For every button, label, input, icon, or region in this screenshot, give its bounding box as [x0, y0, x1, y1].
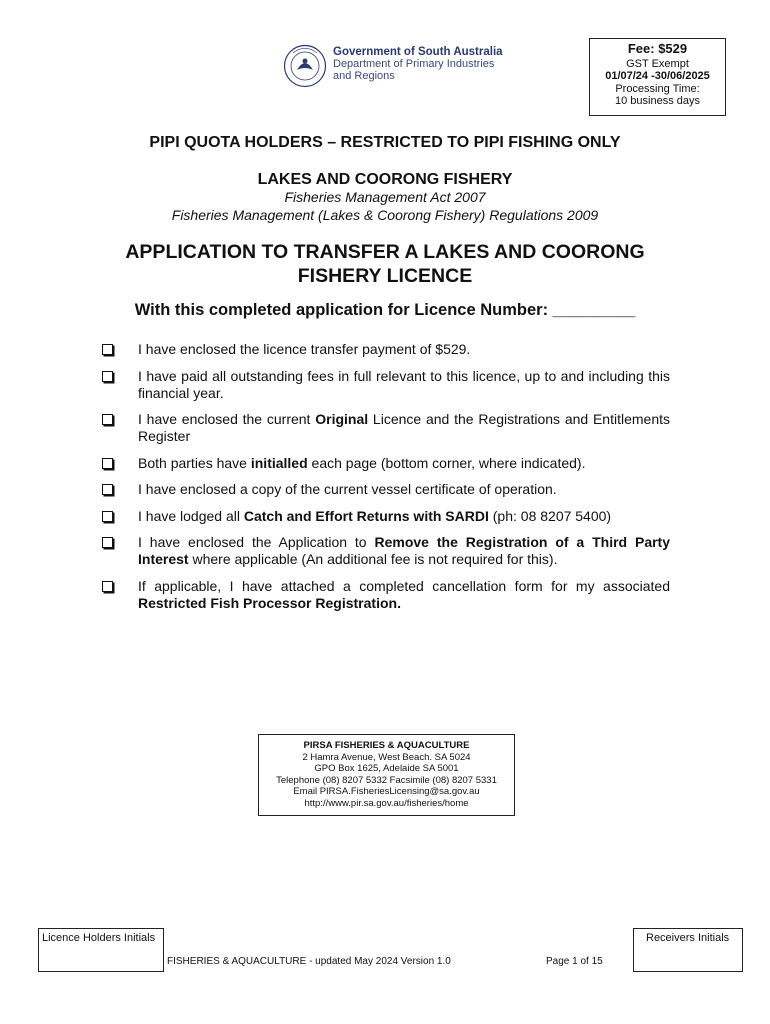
contact-title: PIRSA FISHERIES & AQUACULTURE	[303, 740, 470, 751]
checkbox-icon[interactable]	[102, 511, 113, 522]
checklist-text-part: each page (bottom corner, where indicated).	[307, 455, 586, 471]
checklist-item	[101, 578, 671, 612]
processing-time-label: Processing Time:	[615, 82, 700, 95]
checklist-item-text	[138, 455, 670, 472]
checkbox-icon[interactable]	[102, 414, 113, 425]
contact-email: Email PIRSA.FisheriesLicensing@sa.gov.au	[293, 786, 480, 797]
version-footer: FISHERIES & AQUACULTURE - updated May 2024 Version 1.0	[167, 956, 451, 967]
checklist-item	[101, 455, 671, 472]
state-seal-icon	[283, 44, 327, 88]
checklist-text-part: (ph: 08 8207 5400)	[488, 508, 612, 524]
checklist-emphasis: Restricted Fish Processor Registration.	[138, 595, 401, 611]
checklist-item	[101, 341, 671, 358]
government-name: Government of South Australia	[333, 46, 503, 58]
fee-period: 01/07/24 -30/06/2025	[605, 70, 710, 82]
checklist-item-text	[138, 534, 670, 568]
checkbox-icon[interactable]	[102, 484, 113, 495]
gst-status: GST Exempt	[626, 57, 689, 70]
checklist-text-part: Both parties have	[138, 455, 251, 471]
checklist-emphasis: Catch and Effort Returns with SARDI	[243, 508, 489, 524]
licence-holders-initials-box[interactable]	[38, 928, 164, 972]
page-title-line-1: APPLICATION TO TRANSFER A LAKES AND COORONG	[125, 241, 645, 263]
checkbox-icon[interactable]	[102, 537, 113, 548]
checklist-item-text	[138, 578, 670, 612]
checklist-emphasis: Original	[315, 411, 369, 427]
contact-address: 2 Hamra Avenue, West Beach. SA 5024	[302, 751, 471, 763]
checklist-text-part: where applicable (An additional fee is not required for this).	[188, 551, 558, 567]
checklist-item	[101, 368, 671, 402]
regulations-reference: Fisheries Management (Lakes & Coorong Fishery) Regulations 2009	[171, 207, 599, 223]
fee-box	[589, 38, 726, 116]
department-line-1: Department of Primary Industries	[333, 58, 495, 70]
contact-box	[258, 734, 515, 816]
checklist-text-part: Licence and the Registrations and Entitlements Register	[138, 411, 670, 444]
page-title	[0, 240, 770, 288]
checklist-item-text	[138, 481, 670, 498]
checklist-item-text	[138, 411, 670, 445]
checklist-text-part: I have enclosed the current	[138, 411, 316, 427]
contact-website: http://www.pir.sa.gov.au/fisheries/home	[304, 797, 469, 809]
checklist-text-part: I have paid all outstanding fees in full relevant to this licence, up to and including this financial year.	[138, 368, 670, 401]
receivers-initials-label: Receivers Initials	[646, 932, 730, 944]
checkbox-icon[interactable]	[102, 581, 113, 592]
licence-number-line: With this completed application for Licence Number: _________	[134, 301, 636, 319]
receivers-initials-box[interactable]	[633, 928, 743, 972]
checklist-emphasis: initialled	[250, 455, 308, 471]
act-reference: Fisheries Management Act 2007	[284, 189, 486, 205]
checklist-item-text	[138, 508, 670, 525]
restricted-heading: PIPI QUOTA HOLDERS – RESTRICTED TO PIPI FISHING ONLY	[149, 134, 621, 151]
contact-po-box: GPO Box 1625, Adelaide SA 5001	[314, 763, 459, 774]
contact-phone: Telephone (08) 8207 5332 Facsimile (08) 8207 5331	[276, 774, 497, 786]
checklist-text-part: If applicable, I have attached a completed cancellation form for my associated	[138, 578, 670, 594]
checklist-item	[101, 534, 671, 568]
checklist-item	[101, 508, 671, 525]
checklist-text-part: I have enclosed the licence transfer payment of $529.	[138, 341, 471, 357]
checklist-item	[101, 411, 671, 445]
checklist-text-part: I have enclosed the Application to	[138, 534, 375, 550]
checklist-text-part: I have enclosed a copy of the current vessel certificate of operation.	[138, 481, 557, 497]
fee-amount: Fee: $529	[627, 41, 688, 56]
page-title-line-2: FISHERY LICENCE	[297, 265, 473, 287]
government-logo	[283, 44, 533, 90]
checklist-text-part: I have lodged all	[138, 508, 244, 524]
fishery-heading: LAKES AND COORONG FISHERY	[257, 171, 513, 188]
page-number: Page 1 of 15	[546, 956, 603, 967]
licence-holders-initials-label: Licence Holders Initials	[42, 932, 156, 944]
checklist-item	[101, 481, 671, 498]
checkbox-icon[interactable]	[102, 458, 113, 469]
checklist-item-text	[138, 368, 670, 402]
checkbox-icon[interactable]	[102, 344, 113, 355]
checkbox-icon[interactable]	[102, 371, 113, 382]
checklist-emphasis: Remove the Registration of a Third Party Interest	[138, 534, 671, 567]
processing-time-value: 10 business days	[615, 95, 700, 107]
department-line-2: and Regions	[333, 70, 395, 82]
checklist-item-text	[138, 341, 670, 358]
